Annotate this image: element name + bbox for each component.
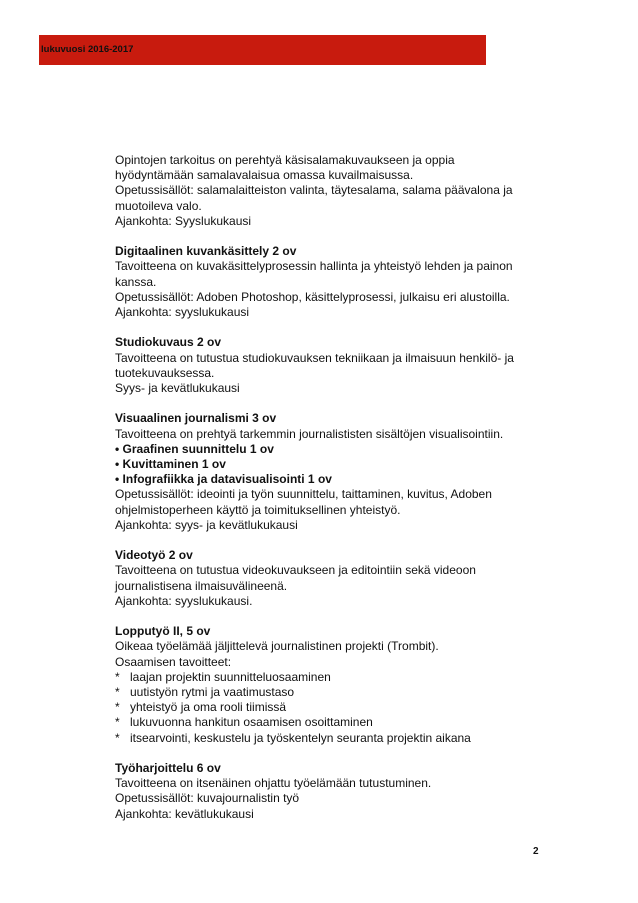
star-item <box>115 731 515 746</box>
section-line: Oikeaa työelämää jäljittelevä journalistinen projekti (Trombit). <box>115 639 439 654</box>
section-line: Syys- ja kevätlukukausi <box>115 381 240 396</box>
intro-section <box>115 153 515 229</box>
section-digital-editing <box>115 244 515 320</box>
section-title: Työharjoittelu 6 ov <box>115 761 221 776</box>
section-line: Tavoitteena on tutustua studiokuvauksen tekniikaan ja ilmaisuun henkilö- ja <box>115 350 514 365</box>
bullet-item: • Infografiikka ja datavisualisointi 1 ov <box>115 472 515 487</box>
section-line: Opetussisällöt: Adoben Photoshop, käsittelyprosessi, julkaisu eri alustoilla. <box>115 289 510 304</box>
bullet-item: • Kuvittaminen 1 ov <box>115 457 515 472</box>
star-text: itsearvointi, keskustelu ja työskentelyn seuranta projektin aikana <box>130 730 471 745</box>
star-item <box>115 700 515 715</box>
star-item <box>115 685 515 700</box>
star-mark: * <box>115 730 120 745</box>
bullet-item: • Graafinen suunnittelu 1 ov <box>115 442 515 457</box>
star-text: laajan projektin suunnitteluosaaminen <box>130 669 331 684</box>
star-mark: * <box>115 669 120 684</box>
header-bar <box>39 35 486 65</box>
star-mark: * <box>115 715 120 730</box>
star-item <box>115 670 515 685</box>
section-final-project <box>115 624 515 746</box>
section-line: journalistisena ilmaisuvälineenä. <box>115 578 288 593</box>
section-line: Tavoitteena on itsenäinen ohjattu työelämään tutustuminen. <box>115 776 432 791</box>
section-visual-journalism <box>115 411 515 533</box>
header-label: lukuvuosi 2016-2017 <box>41 44 134 55</box>
section-title: Videotyö 2 ov <box>115 548 193 563</box>
section-title: Studiokuvaus 2 ov <box>115 335 222 350</box>
star-text: yhteistyö ja oma rooli tiimissä <box>130 700 287 715</box>
star-text: uutistyön rytmi ja vaatimustaso <box>130 685 295 700</box>
section-line: Ajankohta: syys- ja kevätlukukausi <box>115 517 298 532</box>
section-line: tuotekuvauksessa. <box>115 365 215 380</box>
star-item <box>115 715 515 730</box>
intro-line: Opintojen tarkoitus on perehtyä käsisalamakuvaukseen ja oppia <box>115 153 455 167</box>
section-title: Lopputyö II, 5 ov <box>115 624 211 639</box>
section-line: Ajankohta: kevätlukukausi <box>115 806 254 821</box>
section-studio <box>115 335 515 396</box>
section-line: Ajankohta: syyslukukausi. <box>115 593 253 608</box>
section-line: Tavoitteena on prehtyä tarkemmin journalististen sisältöjen visualisointiin. <box>115 426 504 441</box>
intro-line: Ajankohta: Syyslukukausi <box>115 213 252 228</box>
section-line: Osaamisen tavoitteet: <box>115 654 232 669</box>
intro-line: muotoileva valo. <box>115 198 202 213</box>
intro-line: hyödyntämään samalavalaisua omassa kuvailmaisussa. <box>115 168 414 183</box>
section-title: Visuaalinen journalismi 3 ov <box>115 411 277 426</box>
section-line: kanssa. <box>115 274 157 289</box>
document-body <box>115 153 515 837</box>
intro-line: Opetussisällöt: salamalaitteiston valinta, täytesalama, salama päävalona ja <box>115 183 513 198</box>
star-mark: * <box>115 700 120 715</box>
section-line: Tavoitteena on tutustua videokuvaukseen ja editointiin sekä videoon <box>115 563 476 578</box>
section-line: Opetussisällöt: ideointi ja työn suunnittelu, taittaminen, kuvitus, Adoben <box>115 487 492 502</box>
star-text: lukuvuonna hankitun osaamisen osoittaminen <box>130 715 373 730</box>
page-number: 2 <box>533 846 539 857</box>
section-video <box>115 548 515 609</box>
section-line: ohjelmistoperheen käyttö ja toimituksellinen yhteistyö. <box>115 502 401 517</box>
section-title: Digitaalinen kuvankäsittely 2 ov <box>115 244 297 259</box>
section-line: Opetussisällöt: kuvajournalistin työ <box>115 791 300 806</box>
section-line: Tavoitteena on kuvakäsittelyprosessin hallinta ja yhteistyö lehden ja painon <box>115 259 513 274</box>
star-mark: * <box>115 685 120 700</box>
section-internship <box>115 761 515 822</box>
section-line: Ajankohta: syyslukukausi <box>115 305 250 320</box>
